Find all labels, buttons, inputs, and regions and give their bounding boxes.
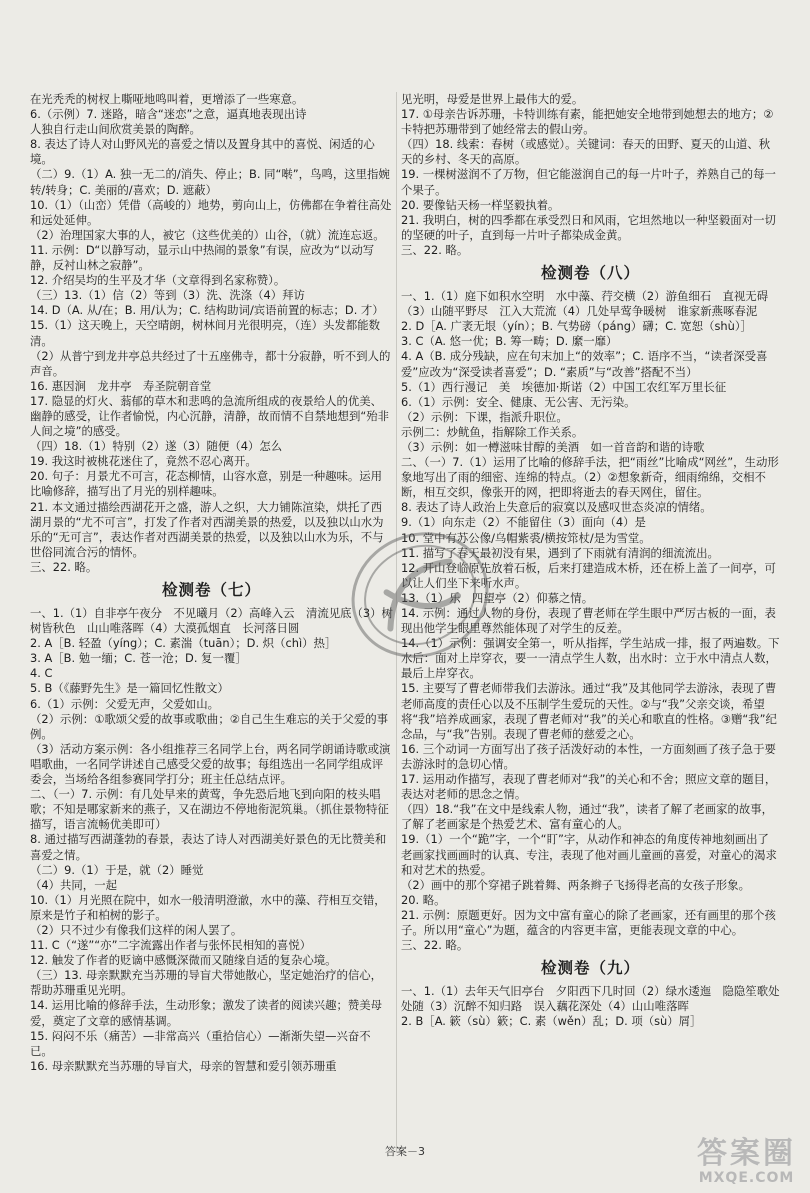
answer-line: 11. 示例：D“以静写动，显示山中热闹的景象”有误，应改为“以动写静，反衬山林之寂静”。 <box>30 242 375 273</box>
answer-line: 9.（1）向东走（2）不能留住（3）面向（4）是 <box>401 515 646 530</box>
test9-body <box>401 984 780 1029</box>
answer-line: 15.（1）这天晚上，天空晴朗，树林间月光很明亮，（连）头发都能数清。 <box>30 318 380 348</box>
answer-line: 21. 本文通过描绘西湖花开之盛，游人之织，大力铺陈渲染，烘托了西湖月景的“尤不可言”，打发了作者对西湖美景的热爱，以及独以山水为乐的“无可言”，表达作者对西湖美景的热爱，以及独以山水为乐，不与世俗同流合污的情怀。 <box>30 499 384 559</box>
answer-line: 13.（1）乐 四望亭（2）仰慕之情。 <box>401 590 594 605</box>
answer-line: 12. 开山登临原先放着石板，后来打建造成木桥，还在桥上盖了一间亭，可以让人们坐下来听水声。 <box>401 560 776 590</box>
answer-line: （2）画中的那个穿裙子跳着舞、两条辫子飞扬得老高的女孩子形象。 <box>401 877 750 892</box>
page-number: 答案－3 <box>385 1145 425 1158</box>
left-continuation-block <box>30 92 393 575</box>
answer-line: 14. 运用比喻的修辞手法，生动形象；激发了读者的阅读兴趣；赞美母爱，奠定了文章的感情基调。 <box>30 998 383 1028</box>
answer-line: （2）从普宁到龙井亭总共经过了十五座佛寺，都十分寂静，听不到人的声音。 <box>30 348 391 378</box>
answer-line: 三、22. 略。 <box>401 938 469 953</box>
answer-line: 14.（1）示例：强调安全第一，听从指挥，学生站成一排，报了两遍数。下水后：面对上岸穿衣，要一一清点学生人数，出水时：立于水中清点人数，最后上岸穿衣。 <box>401 636 780 681</box>
test8-heading: 检测卷（八） <box>540 263 640 283</box>
answer-line: 人独自行走山间欣赏美景的陶醉。 <box>30 122 201 137</box>
answer-line: 6.（1）示例：父爱无声，父爱如山。 <box>30 696 219 711</box>
answer-line: 20. 句子：月景尤不可言，花态柳情，山容水意，别是一种趣味。运用比喻修辞，描写出了月光的别样趣味。 <box>30 469 383 499</box>
answer-line: 16. 惠因涧 龙井亭 寿圣院朝音堂 <box>30 378 212 393</box>
answer-line: 17. 隐显的灯火、蓊郁的草木和悲鸣的急流所组成的夜景给人的优美、幽静的感受，让作者愉悦，内心沉静，清静，故而情不自禁地想到“殆非人间之境”的感受。 <box>30 393 390 439</box>
answer-line: 二、（一）7. 示例：有几处早来的黄莺，争先恐后地飞到向阳的枝头唱歌；不知是哪家新来的燕子，又在湖边不停地衔泥筑巢。（抓住景物特征描写，语言流畅优美即可） <box>30 787 389 832</box>
answer-line: （四）18.“我”在文中是线索人物，通过“我”，读者了解了老画家的故事，了解了老画家是个热爱艺术、富有童心的人。 <box>401 802 774 832</box>
answer-line: 三、22. 略。 <box>30 559 98 574</box>
answer-line: （2）示例：①歌颂父爱的故事或歌曲；②自己生生难忘的关于父爱的事例。 <box>30 711 388 741</box>
answer-line: 10. 堂中有苏公像/乌帽紫裘/横按筇杖/是为雪堂。 <box>401 530 651 545</box>
answer-line: （2）治理国家大事的人，被它（这些优美的）山谷，（就）流连忘返。 <box>30 227 385 242</box>
answer-line: 5. B（《藤野先生》是一篇回忆性散文） <box>30 681 229 696</box>
answer-line: 3. C（A. 悠一优；B. 筹一畴；D. 縻一靡） <box>401 334 618 349</box>
answer-line: 2. D［A. 广袤无垠（yín）；B. 气势磅（páng）礴；C. 宽恕（shù）］ <box>401 319 752 334</box>
answer-line: 20. 要像钻天杨一样坚毅执着。 <box>401 197 560 212</box>
answer-line: 在光秃秃的树杈上嘶哑地鸣叫着，更增添了一些寒意。 <box>30 92 304 106</box>
answer-line: 6.（示例）7. 迷路，暗含“迷恋”之意，逼真地表现出诗 <box>30 107 307 122</box>
answer-line: 17. 运用动作描写，表现了曹老师对“我”的关心和不舍；照应文章的题目，表达对老师的思念之情。 <box>401 772 777 802</box>
answer-line: 一、1.（1）去年天气旧亭台 夕阳西下几时回（2）绿水逶迤 隐隐笙歌处处随（3）沉醉不知归路 误入藕花深处（4）山山唯落晖 <box>401 984 780 1014</box>
answer-line: 14. D（A. 从/在；B. 用/认为；C. 结构助词/宾语前置的标志；D. 才） <box>30 303 384 318</box>
answer-line: 6.（1）示例：安全、健康、无公害、无污染。 <box>401 394 636 409</box>
answer-line: 20. 略。 <box>401 892 446 907</box>
answer-line: （四）18. 线索：春树（或感觉）。关键词：春天的田野、夏天的山道、秋天的乡村、冬天的高原。 <box>401 137 771 167</box>
answer-line: 11. 描写了春天最初没有果，遇到了下雨就有清润的细流流出。 <box>401 545 719 560</box>
answer-line: 19. 一棵树滋润不了万物，但它能滋润自己的每一片叶子，养熟自己的每一个果子。 <box>401 167 776 197</box>
test7-heading: 检测卷（七） <box>161 580 261 599</box>
right-continuation-block <box>401 92 780 258</box>
answer-line: 14. 示例：通过人物的身份，表现了曹老师在学生眼中严厉古板的一面，表现出他学生眼里尊然能体现了对学生的反差。 <box>401 606 776 636</box>
watermark-cn: 答案圈 <box>697 1136 796 1171</box>
answer-line: 19. 我这时被桃花迷住了，竟然不忍心离开。 <box>30 454 257 469</box>
test7-body <box>30 606 393 1074</box>
answer-line: 三、22. 略。 <box>401 242 469 257</box>
watermark-en: MXQE.COM <box>698 1170 795 1186</box>
answer-line: 10.（1）（山峦）凭借（高峻的）地势，剪向山上，仿佛都在争着往高处和远处延伸。 <box>30 197 392 227</box>
answer-line: （4）共同，一起 <box>30 877 117 892</box>
answer-line: 5.（1）西行漫记 美 埃德加·斯诺（2）中国工农红军万里长征 <box>401 379 727 394</box>
answer-line: 12. 触发了作者的贬谪中感慨深微而又随缘自适的复杂心境。 <box>30 953 337 968</box>
answer-line: 11. C（“遂”“亦”二字流露出作者与张怀民相知的喜悦） <box>30 938 312 953</box>
answer-line: 10.（1）月光照在院中，如水一般清明澄澈，水中的藻、荇相互交错，原来是竹子和柏树的影子。 <box>30 892 386 922</box>
answer-line: 一、1.（1）庭下如积水空明 水中藻、荇交横（2）游鱼细石 直视无碍（3）山随平野尽 江入大荒流（4）几处早莺争暖树 谁家新燕啄春泥 <box>401 289 769 319</box>
answer-line: 见光明，母爱是世界上最伟大的爱。 <box>401 92 584 106</box>
answer-line: 15. 闷闷不乐（痛苦）—非常高兴（重拾信心）—渐渐失望—兴奋不已。 <box>30 1028 371 1058</box>
test9-heading: 检测卷（九） <box>540 958 640 978</box>
answer-line: 17. ①母亲告诉苏珊，卡特训练有素，能把她安全地带到她想去的地方；②卡特把苏珊带到了她经常去的假山旁。 <box>401 107 774 137</box>
answer-line: 8. 通过描写西湖蓬勃的春景，表达了诗人对西湖美好景色的无比赞美和喜爱之情。 <box>30 832 387 862</box>
answer-line: 4. A（B. 成分残缺，应在句末加上“的效率”；C. 语序不当，“读者深受喜爱”应改为“深受读者喜爱”；D. “素质”与“改善”搭配不当） <box>401 349 768 379</box>
answer-line: 16. 母亲默默充当苏珊的导盲犬，母亲的智慧和爱引领苏珊重 <box>30 1058 337 1073</box>
answer-line: （三）13.（1）信（2）等到（3）洗、洗涤（4）拜访 <box>30 288 305 303</box>
answer-line: 一、1.（1）自非亭午夜分 不见曦月（2）高峰入云 清流见底（3）树树皆秋色 山山唯落晖（4）大漠孤烟直 长河落日圆 <box>30 606 393 636</box>
answer-line: 8. 表达了诗人政治上失意后的寂寞以及感叹世态炎凉的情绪。 <box>401 500 712 515</box>
answer-line: 2. B［A. 簌（sù）簌；C. 素（wěn）乱；D. 项（sù）屑］ <box>401 1014 702 1029</box>
answer-line: 二、（一）7.（1）运用了比喻的修辞手法，把“雨丝”比喻成“网丝”，生动形象地写出了雨的细密、连绵的特点。（2）②想象新奇，细雨绵绵，交相不断，相互交织，像张开的网，把即将逝去的春天网住，留住。 <box>401 455 779 500</box>
answer-line: （二）9.（1）A. 独一无二的/消失、停止；B. 同“啭”，鸟鸣，这里指婉转/转身；C. 美丽的/喜欢；D. 遮蔽） <box>30 167 390 197</box>
answer-line: （3）活动方案示例：各小组推荐三名同学上台，两名同学朗诵诗歌或演唱歌曲，一名同学讲述自己感受父爱的故事；每组选出一名同学组成评委会，当场给各组参赛同学打分；班主任总结点评。 <box>30 741 391 787</box>
answer-line: 4. C <box>30 666 53 681</box>
site-watermark <box>697 1136 796 1186</box>
answer-line: （3）示例：如一樽滋味甘醇的美酒 如一首音韵和谐的诗歌 <box>401 439 705 454</box>
answer-line: （2）只不过少有像我们这样的闲人罢了。 <box>30 922 243 937</box>
answer-line: （2）示例：下课，指派升职位。 <box>401 409 568 424</box>
answer-line: （四）18.（1）特别（2）遂（3）随便（4）怎么 <box>30 439 283 454</box>
answer-line: 3. A［B. 勉一缅；C. 苍一沧；D. 复一覆］ <box>30 651 247 666</box>
answer-line: 16. 三个动词一方面写出了孩子活泼好动的本性，一方面刻画了孩子急于要去游泳时的急切心情。 <box>401 741 776 771</box>
answer-line: （三）13. 母亲默默充当苏珊的导盲犬带她散心，坚定她治疗的信心，帮助苏珊重见光明。 <box>30 968 383 998</box>
answer-line: 21. 我明白，树的四季都在承受烈日和风雨，它坦然地以一种坚毅面对一切的坚硬的叶子，直到每一片叶子都染成金黄。 <box>401 212 776 242</box>
answer-line: 21. 示例：原题更好。因为文中富有童心的除了老画家，还有画里的那个孩子。所以用“童心”为题，蕴含的内容更丰富，更能表现文章的中心。 <box>401 907 776 937</box>
answer-line: 示例二：炒鱿鱼，指解除工作关系。 <box>401 424 584 439</box>
answer-line: 19.（1）一个“跪”字，一个“盯”字，从动作和神态的角度传神地刻画出了老画家找画画时的认真、专注，表现了他对画儿童画的喜爱，对童心的渴求和对艺术的热爱。 <box>401 832 777 877</box>
page-footer <box>0 1143 810 1159</box>
answer-line: 8. 表达了诗人对山野风光的喜爱之情以及置身其中的喜悦、闲适的心境。 <box>30 137 375 167</box>
answer-line: 2. A［B. 轻盈（yíng）；C. 素湍（tuān）；D. 炽（chì）热］ <box>30 636 337 651</box>
answer-line: 15. 主要写了曹老师带我们去游泳。通过“我”及其他同学去游泳，表现了曹老师高度的责任心以及不压制学生爱玩的天性。②与“我”父亲交谈，希望将“我”培养成画家，表现了曹老师对“我”的关心和歌直的性格。③赠“我”纪念品，与“我”告别。表现了曹老师的慈爱之心。 <box>401 681 777 741</box>
answer-line: 12. 介绍吴均的生平及才华（文章得到名家称赞）。 <box>30 273 286 288</box>
answer-line: （二）9.（1）于是，就（2）睡觉 <box>30 862 204 877</box>
